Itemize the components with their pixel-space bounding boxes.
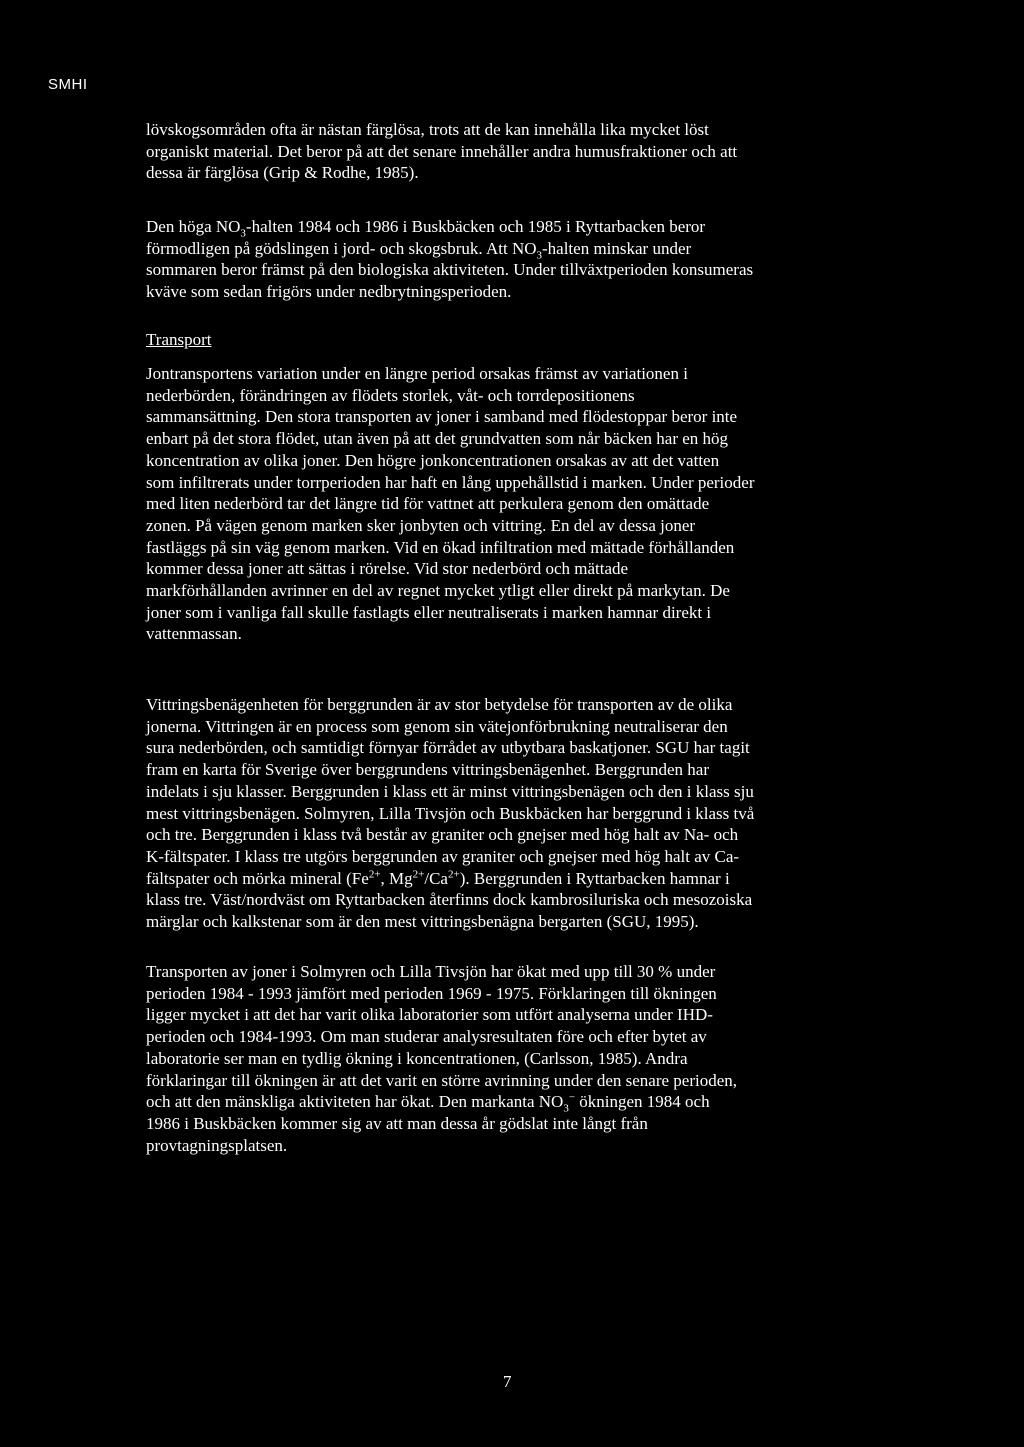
text-line: markförhållanden avrinner en del av regnet mycket ytligt eller direkt på markytan. De — [146, 581, 730, 601]
text-fragment: fältspater och mörka mineral (Fe — [146, 868, 369, 888]
text-line: koncentration av olika joner. Den högre jonkoncentrationen orsakas av att det vatten — [146, 450, 720, 470]
text-line: Jontransportens variation under en längre period orsakas främst av variationen i — [146, 364, 688, 383]
text-fragment: ). Berggrunden i Ryttarbacken hamnar i — [459, 868, 730, 888]
text-line: och tre. Berggrunden i klass två består av graniter och gnejser med hög halt av Na- och — [146, 825, 739, 845]
page-number: 7 — [503, 1372, 512, 1391]
text-line: vattenmassan. — [146, 624, 242, 644]
text-line — [146, 868, 886, 890]
page-header: SMHI — [48, 76, 88, 93]
text-line: märglar och kalkstenar som är den mest vittringsbenägna bergarten (SGU, 1995). — [146, 912, 699, 932]
text-line: provtagningsplatsen. — [146, 1135, 288, 1155]
text-line: indelats i sju klasser. Berggrunden i klass ett är minst vittringsbenägen och den i klass sju — [146, 781, 754, 801]
text-line: organiskt material. Det beror på att det senare innehåller andra humusfraktioner och att — [146, 141, 738, 161]
text-line: zonen. På vägen genom marken sker jonbyten och vittring. En del av dessa joner — [146, 515, 696, 535]
text-fragment: och att den mänskliga aktiviteten har ökat. Den markanta NO — [146, 1092, 564, 1112]
text-fragment: -halten 1984 och 1986 i Buskbäcken och 1985 i Ryttarbacken beror — [245, 217, 706, 236]
text-line: jonerna. Vittringen är en process som genom sin vätejonförbrukning neutraliserar den — [146, 716, 728, 736]
text-line: kommer dessa joner att sättas i rörelse. Vid stor nederbörd och mättade — [146, 559, 629, 579]
text-fragment: /Ca — [424, 868, 448, 888]
superscript: − — [568, 1091, 576, 1104]
text-fragment: ökningen 1984 och — [575, 1092, 710, 1112]
text-line: ligger mycket i att det har varit olika laboratorier som utfört analyserna under IHD- — [146, 1005, 713, 1025]
text-line: fram en karta för Sverige över berggrundens vittringsbenägenhet. Berggrunden har — [146, 760, 710, 780]
text-fragment: -halten minskar under — [542, 238, 692, 258]
text-line: perioden 1984 - 1993 jämfört med perioden 1969 - 1975. Förklaringen till ökningen — [146, 983, 717, 1003]
subscript: 3 — [240, 227, 246, 240]
text-line: sura nederbörden, och samtidigt förnyar förrådet av utbytbara baskatjoner. SGU har tagit — [146, 738, 750, 758]
text-line: fastläggs på sin väg genom marken. Vid en ökad infiltration med mättade förhållanden — [146, 537, 735, 557]
paragraph-ion-transport — [146, 363, 886, 645]
text-fragment: förmodligen på gödslingen i jord- och skogsbruk. — [146, 238, 483, 258]
text-line — [146, 1091, 886, 1113]
section-heading-transport: Transport — [146, 330, 212, 349]
text-line: joner som i vanliga fall skulle fastlagts eller neutraliserats i marken hamnar direkt i — [146, 602, 712, 622]
paragraph-nitrate — [146, 216, 886, 303]
text-line: Transporten av joner i Solmyren och Lilla Tivsjön har ökat med upp till 30 % under — [146, 962, 716, 981]
text-line: nederbörden, förändringen av flödets storlek, våt- och torrdepositionens — [146, 385, 635, 405]
text-line: sammansättning. Den stora transporten av joner i samband med flödestoppar beror inte — [146, 407, 738, 427]
paragraph-transport-increase — [146, 961, 886, 1156]
text-line: med liten nederbörd tar det längre tid för vattnet att perkulera genom den omättade — [146, 494, 710, 514]
text-fragment: Att NO — [485, 238, 537, 258]
superscript: 2+ — [412, 867, 425, 880]
text-line: Vittringsbenägenheten för berggrunden är av stor betydelse för transporten av de olika — [146, 695, 733, 714]
text-line: sommaren beror främst på den biologiska aktiviteten. Under tillväxtperioden konsumeras — [146, 260, 754, 280]
text-fragment: Den höga NO — [146, 217, 241, 236]
text-line: perioden och 1984-1993. Om man studerar analysresultaten före och efter bytet av — [146, 1027, 707, 1047]
text-line: klass tre. Väst/nordväst om Ryttarbacken återfinns dock kambrosiluriska och mesozoiska — [146, 890, 753, 910]
text-line: K-fältspater. I klass tre utgörs berggrunden av graniter och gnejser med hög halt av Ca- — [146, 846, 740, 866]
text-line: förklaringar till ökningen är att det varit en större avrinning under den senare perioden, — [146, 1070, 738, 1090]
text-fragment: , Mg — [380, 868, 413, 888]
text-line: mest vittringsbenägen. Solmyren, Lilla Tivsjön och Buskbäcken har berggrund i klass två — [146, 803, 755, 823]
text-line — [146, 238, 886, 260]
text-line: kväve som sedan frigörs under nedbrytningsperioden. — [146, 282, 512, 302]
text-line: laboratorie ser man en tydlig ökning i koncentrationen, (Carlsson, 1985). Andra — [146, 1048, 688, 1068]
text-line: lövskogsområden ofta är nästan färglösa, trots att de kan innehålla lika mycket löst — [146, 120, 709, 139]
text-line: som infiltrerats under torrperioden har haft en lång uppehållstid i marken. Under perioder — [146, 472, 755, 492]
text-line: dessa är färglösa (Grip & Rodhe, 1985). — [146, 163, 419, 183]
text-line: 1986 i Buskbäcken kommer sig av att man dessa år gödslat inte långt från — [146, 1113, 648, 1133]
paragraph-intro-continuation — [146, 119, 886, 184]
superscript: 2+ — [368, 867, 381, 880]
superscript: 2+ — [447, 867, 460, 880]
text-line: enbart på det stora flödet, utan även på att det grundvatten som når bäcken har en hög — [146, 429, 729, 449]
text-line — [146, 216, 886, 238]
paragraph-weathering — [146, 694, 886, 933]
subscript: 3 — [563, 1102, 569, 1115]
subscript: 3 — [536, 249, 542, 262]
